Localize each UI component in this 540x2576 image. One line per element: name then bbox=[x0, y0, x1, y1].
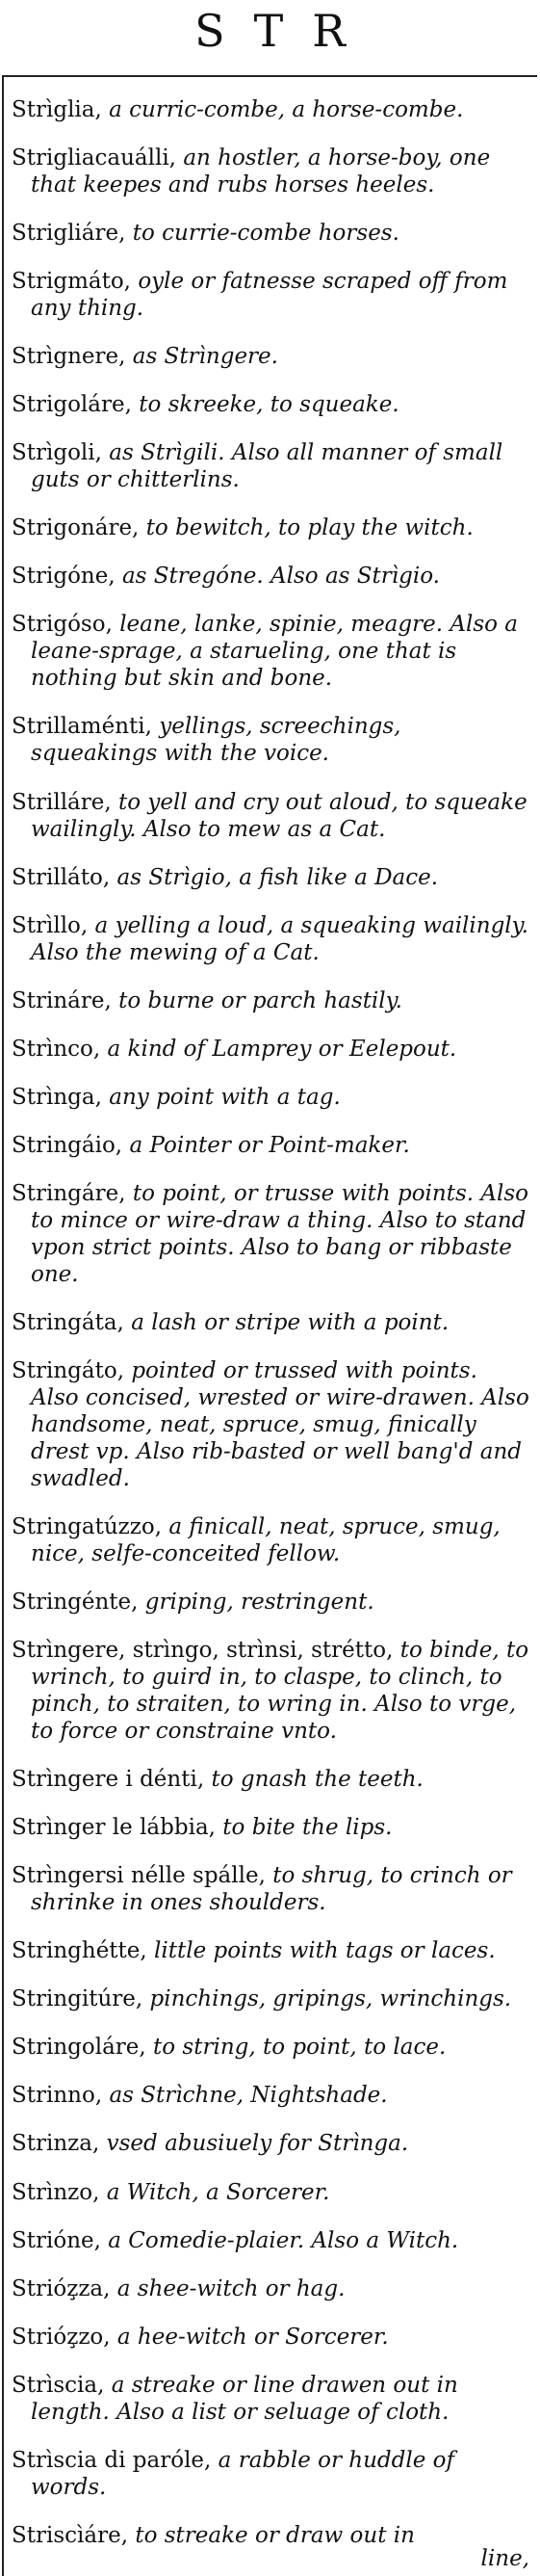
dictionary-entry bbox=[12, 2522, 529, 2572]
entry-definition: to gnash the teeth. bbox=[211, 1767, 424, 1793]
entry-definition: to skreeke, to squeake. bbox=[139, 392, 399, 418]
dictionary-entry bbox=[12, 563, 529, 590]
entry-headword: Strilláre, bbox=[12, 789, 112, 815]
dictionary-entry bbox=[12, 1589, 529, 1616]
entry-headword: Strigmáto, bbox=[12, 269, 131, 295]
dictionary-entry bbox=[12, 864, 529, 891]
entry-headword: Strióz̧zo, bbox=[12, 2324, 111, 2350]
entry-definition: a finicall, neat, spruce, smug, nice, selfe-conceited fellow. bbox=[31, 1513, 501, 1566]
dictionary-entry bbox=[12, 2447, 529, 2501]
column-rule bbox=[2, 75, 4, 2576]
entry-headword: Stringhétte, bbox=[12, 1938, 147, 1964]
dictionary-entry bbox=[12, 1637, 529, 1745]
entry-definition: leane, lanke, spinie, meagre. Also a leane-sprage, a starueling, one that is nothing but skin and bone. bbox=[31, 612, 518, 692]
dictionary-entry bbox=[12, 1357, 529, 1492]
entry-headword: Strigonáre, bbox=[12, 515, 140, 541]
entry-headword: Stringáto, bbox=[12, 1357, 124, 1383]
entry-headword: Stringitúre, bbox=[12, 1986, 143, 2012]
dictionary-entry bbox=[12, 912, 529, 966]
entry-headword: Strìngere, strìngo, strìnsi, strétto, bbox=[12, 1638, 394, 1664]
dictionary-entry bbox=[12, 1814, 529, 1841]
dictionary-entry bbox=[12, 1036, 529, 1063]
dictionary-entry bbox=[12, 789, 529, 843]
page-header: STR bbox=[194, 5, 374, 57]
dictionary-entry bbox=[12, 2324, 529, 2351]
entry-definition: to burne or parch hastily. bbox=[118, 987, 402, 1013]
entry-headword: Strigliáre, bbox=[12, 221, 126, 247]
dictionary-entry bbox=[12, 611, 529, 692]
entry-definition: to yell and cry out aloud, to squeake wailingly. Also to mew as a Cat. bbox=[31, 789, 527, 842]
header-rule bbox=[2, 75, 537, 77]
dictionary-entry bbox=[12, 1985, 529, 2012]
entry-headword: Strigliacauálli, bbox=[12, 145, 176, 171]
entry-headword: Strinza, bbox=[12, 2131, 100, 2157]
entry-definition: as Stregóne. Also as Strìgio. bbox=[121, 564, 440, 590]
entry-headword: Strìnga, bbox=[12, 1084, 102, 1110]
dictionary-entry bbox=[12, 1766, 529, 1793]
entry-definition: to binde, to wrinch, to guird in, to claspe, to clinch, to pinch, to straiten, to wring in. Also to vrge, to force or constraine vnto. bbox=[31, 1638, 529, 1745]
entry-definition: vsed abusiuely for Strìnga. bbox=[106, 2131, 409, 2157]
dictionary-entry bbox=[12, 2227, 529, 2254]
dictionary-entry bbox=[12, 987, 529, 1014]
dictionary-entry bbox=[12, 1937, 529, 1964]
dictionary-entry bbox=[12, 220, 529, 247]
entry-definition: to currie-combe horses. bbox=[132, 221, 399, 247]
entry-definition: an hostler, a horse-boy, one that keepes and rubs horses heeles. bbox=[31, 145, 491, 198]
entry-headword: Strìnger le lábbia, bbox=[12, 1815, 216, 1841]
entry-headword: Strìllo, bbox=[12, 912, 89, 938]
entry-headword: Strìscia di paróle, bbox=[12, 2447, 212, 2473]
entry-definition: a yelling a loud, a squeaking wailingly. Also the mewing of a Cat. bbox=[31, 912, 528, 965]
dictionary-entry bbox=[12, 2275, 529, 2302]
entry-headword: Stringáre, bbox=[12, 1180, 126, 1206]
dictionary-entry bbox=[12, 268, 529, 322]
entry-definition: to bite the lips. bbox=[222, 1815, 393, 1841]
catchword: line, bbox=[480, 2545, 529, 2571]
entry-definition: a kind of Lamprey or Eelepout. bbox=[107, 1036, 457, 1062]
entry-headword: Strióz̧za, bbox=[12, 2275, 111, 2301]
entry-headword: Strigóso, bbox=[12, 612, 113, 638]
entry-definition: a curric-combe, a horse-combe. bbox=[109, 97, 464, 122]
entry-headword: Strìnzo, bbox=[12, 2179, 100, 2205]
entry-definition: to bewitch, to play the witch. bbox=[145, 515, 474, 541]
entry-definition: a lash or stripe with a point. bbox=[131, 1309, 450, 1335]
entry-headword: Strináre, bbox=[12, 987, 112, 1013]
dictionary-entry bbox=[12, 514, 529, 541]
entry-headword: Strìgoli, bbox=[12, 440, 102, 466]
entry-list bbox=[12, 96, 529, 2572]
entry-definition: to shrug, to crinch or shrinke in ones shoulders. bbox=[31, 1863, 512, 1916]
dictionary-entry bbox=[12, 439, 529, 493]
dictionary-entry bbox=[12, 145, 529, 198]
entry-definition: oyle or fatnesse scraped off from any thing. bbox=[31, 269, 508, 322]
entry-headword: Stringatúzzo, bbox=[12, 1513, 163, 1539]
entry-definition: griping, restringent. bbox=[144, 1590, 374, 1616]
entry-definition: a hee-witch or Sorcerer. bbox=[116, 2324, 389, 2350]
entry-headword: Strìgnere, bbox=[12, 344, 126, 370]
entry-definition: as Strìngere. bbox=[132, 344, 278, 370]
dictionary-entry bbox=[12, 391, 529, 418]
entry-definition: a streake or line drawen out in length. Also a list or seluage of cloth. bbox=[31, 2372, 458, 2425]
entry-headword: Strìnco, bbox=[12, 1036, 101, 1062]
entry-headword: Strìglia, bbox=[12, 97, 102, 122]
entry-definition: a shee-witch or hag. bbox=[116, 2275, 346, 2301]
dictionary-entry bbox=[12, 1180, 529, 1288]
entry-headword: Strìngere i dénti, bbox=[12, 1767, 205, 1793]
entry-definition: to string, to point, to lace. bbox=[153, 2035, 447, 2061]
dictionary-entry bbox=[12, 2179, 529, 2206]
entry-definition: yellings, screechings, squeakings with the voice. bbox=[31, 714, 401, 767]
entry-definition: a rabble or huddle of words. bbox=[31, 2447, 454, 2500]
entry-definition: any point with a tag. bbox=[109, 1084, 341, 1110]
entry-definition: a Comedie-plaier. Also a Witch. bbox=[108, 2227, 459, 2253]
dictionary-entry bbox=[12, 2372, 529, 2426]
dictionary-entry bbox=[12, 1132, 529, 1159]
dictionary-entry bbox=[12, 1084, 529, 1111]
entry-definition: pointed or trussed with points. Also concised, wrested or wire-drawen. Also handsome, neat, spruce, smug, finically drest vp. Also rib-basted or well bang'd and swadled. bbox=[31, 1357, 529, 1491]
entry-headword: Strinno, bbox=[12, 2083, 103, 2109]
dictionary-entry bbox=[12, 1862, 529, 1916]
entry-definition: a Pointer or Point-maker. bbox=[129, 1132, 410, 1158]
dictionary-entry bbox=[12, 343, 529, 370]
entry-headword: Strìngersi nélle spálle, bbox=[12, 1863, 266, 1889]
entry-headword: Stringáio, bbox=[12, 1132, 123, 1158]
entry-headword: Striscìáre, bbox=[12, 2522, 129, 2548]
entry-definition: as Strìchne, Nightshade. bbox=[109, 2083, 388, 2109]
entry-headword: Strilláto, bbox=[12, 864, 111, 890]
dictionary-entry bbox=[12, 2082, 529, 2109]
entry-headword: Stringáta, bbox=[12, 1309, 124, 1335]
entry-definition: as Strìgio, a fish like a Dace. bbox=[116, 864, 439, 890]
entry-definition: a Witch, a Sorcerer. bbox=[106, 2179, 330, 2205]
entry-definition: to streake or draw out in bbox=[135, 2522, 415, 2548]
entry-headword: Strióne, bbox=[12, 2227, 101, 2253]
dictionary-entry bbox=[12, 2034, 529, 2061]
entry-definition: pinchings, gripings, wrinchings. bbox=[149, 1986, 512, 2012]
dictionary-entry bbox=[12, 1309, 529, 1336]
entry-definition: to point, or trusse with points. Also to mince or wire-draw a thing. Also to stand vpon strict points. Also to bang or ribbaste one. bbox=[31, 1180, 528, 1287]
entry-headword: Stringénte, bbox=[12, 1590, 139, 1616]
entry-definition: as Strìgili. Also all manner of small guts or chitterlins. bbox=[31, 440, 503, 493]
dictionary-entry bbox=[12, 2130, 529, 2157]
dictionary-entry bbox=[12, 1513, 529, 1567]
entry-headword: Strigóne, bbox=[12, 564, 116, 590]
entry-headword: Strìscia, bbox=[12, 2372, 105, 2398]
entry-headword: Strigoláre, bbox=[12, 392, 132, 418]
entry-definition: little points with tags or laces. bbox=[154, 1938, 496, 1964]
entry-headword: Strillaménti, bbox=[12, 714, 152, 740]
dictionary-entry bbox=[12, 96, 529, 123]
dictionary-entry bbox=[12, 713, 529, 767]
entry-headword: Stringoláre, bbox=[12, 2035, 146, 2061]
